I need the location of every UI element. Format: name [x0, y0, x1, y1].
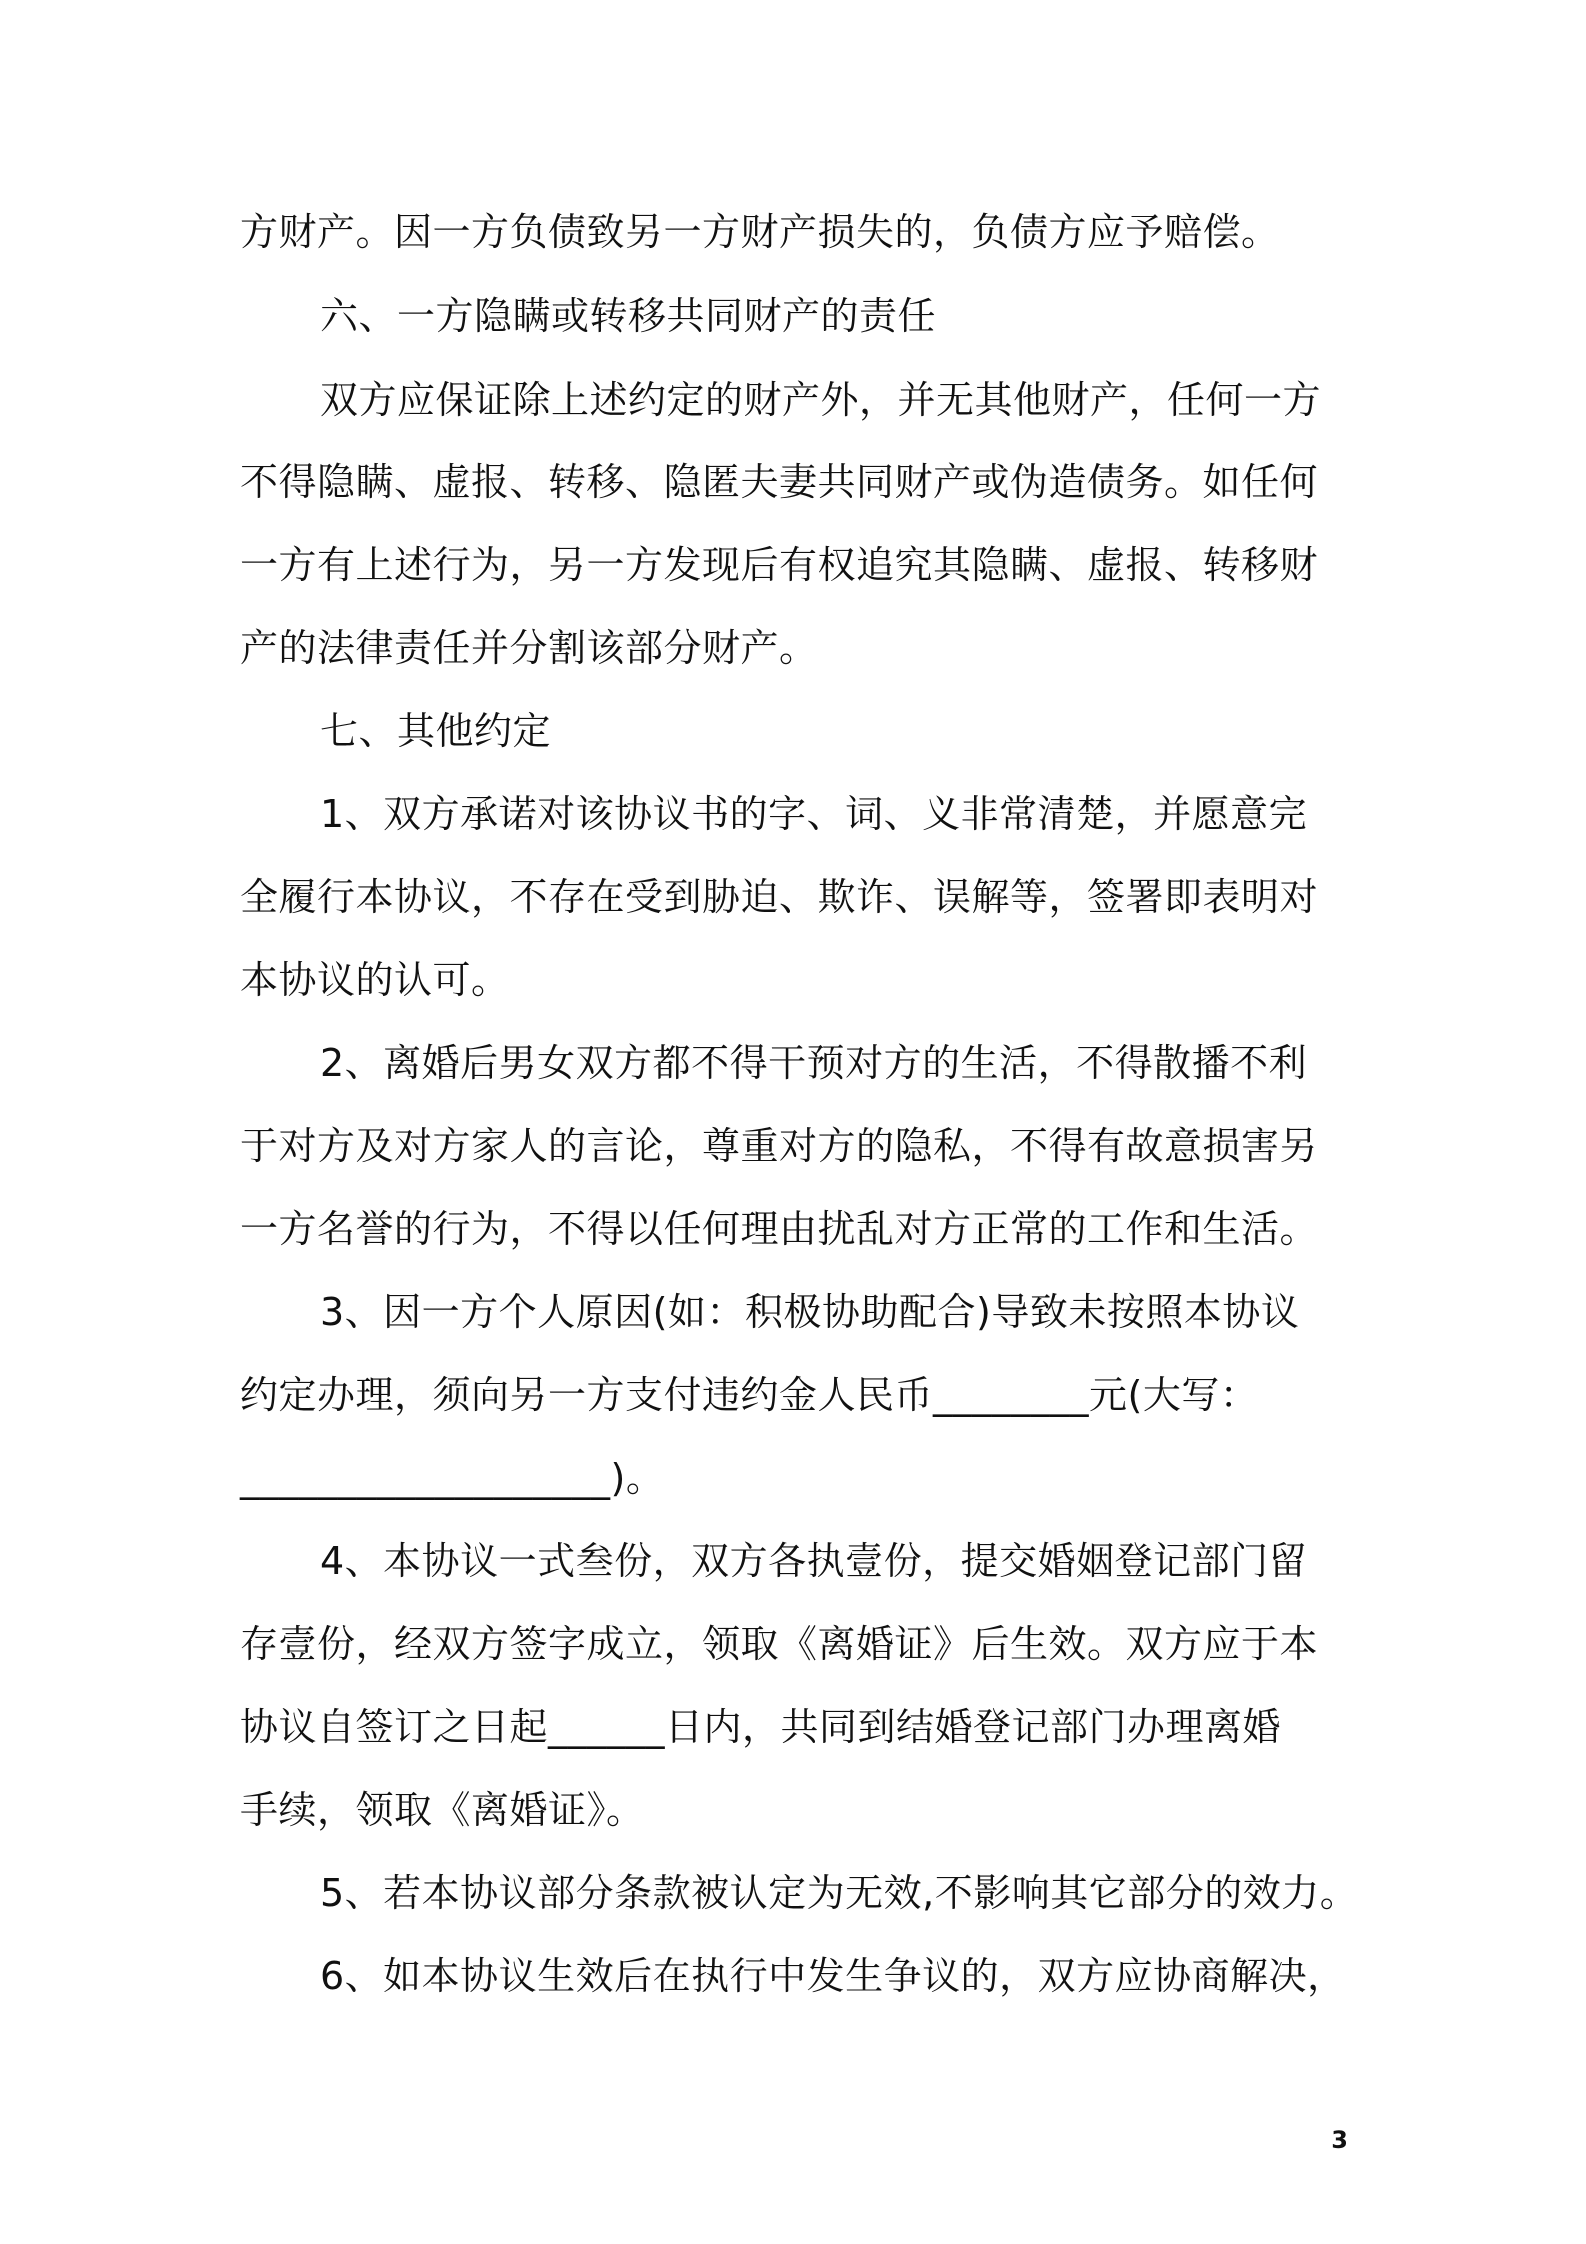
clause-2-line: 于对方及对方家人的言论，尊重对方的隐私，不得有故意损害另: [240, 1124, 1319, 1168]
paragraph-line: 方财产。因一方负债致另一方财产损失的，负债方应予赔偿。: [240, 210, 1280, 254]
clause-2-line: 一方名誉的行为，不得以任何理由扰乱对方正常的工作和生活。: [240, 1207, 1319, 1251]
clause-2-line: 2、离婚后男女双方都不得干预对方的生活，不得散播不利: [320, 1041, 1308, 1085]
clause-4-line: 4、本协议一式叁份，双方各执壹份，提交婚姻登记部门留: [320, 1539, 1308, 1583]
clause-3-line: 3、因一方个人原因(如：积极协助配合)导致未按照本协议: [320, 1290, 1300, 1334]
clause-4-line: 手续，领取《离婚证》。: [240, 1788, 645, 1832]
section-heading-7: 七、其他约定: [320, 709, 552, 753]
section-heading-6: 六、一方隐瞒或转移共同财产的责任: [320, 294, 937, 338]
clause-6-line: 6、如本协议生效后在执行中发生争议的，双方应协商解决，: [320, 1954, 1346, 1998]
clause-3-line: 约定办理，须向另一方支付违约金人民币________元(大写：: [240, 1373, 1259, 1417]
paragraph-line: 不得隐瞒、虚报、转移、隐匿夫妻共同财产或伪造债务。如任何: [240, 460, 1319, 504]
clause-3-line: ___________________)。: [240, 1456, 665, 1500]
clause-1-line: 本协议的认可。: [240, 958, 510, 1002]
clause-1-line: 1、双方承诺对该协议书的字、词、义非常清楚，并愿意完: [320, 792, 1308, 836]
clause-4-line: 存壹份，经双方签字成立，领取《离婚证》后生效。双方应于本: [240, 1622, 1319, 1666]
page-number: 3: [1331, 2126, 1348, 2154]
clause-1-line: 全履行本协议，不存在受到胁迫、欺诈、误解等，签署即表明对: [240, 875, 1319, 919]
paragraph-line: 双方应保证除上述约定的财产外，并无其他财产，任何一方: [320, 378, 1322, 422]
paragraph-line: 产的法律责任并分割该部分财产。: [240, 626, 818, 670]
clause-4-line: 协议自签订之日起______日内，共同到结婚登记部门办理离婚: [240, 1705, 1282, 1749]
clause-5-line: 5、若本协议部分条款被认定为无效,不影响其它部分的效力。: [320, 1871, 1359, 1915]
paragraph-line: 一方有上述行为，另一方发现后有权追究其隐瞒、虚报、转移财: [240, 543, 1319, 587]
